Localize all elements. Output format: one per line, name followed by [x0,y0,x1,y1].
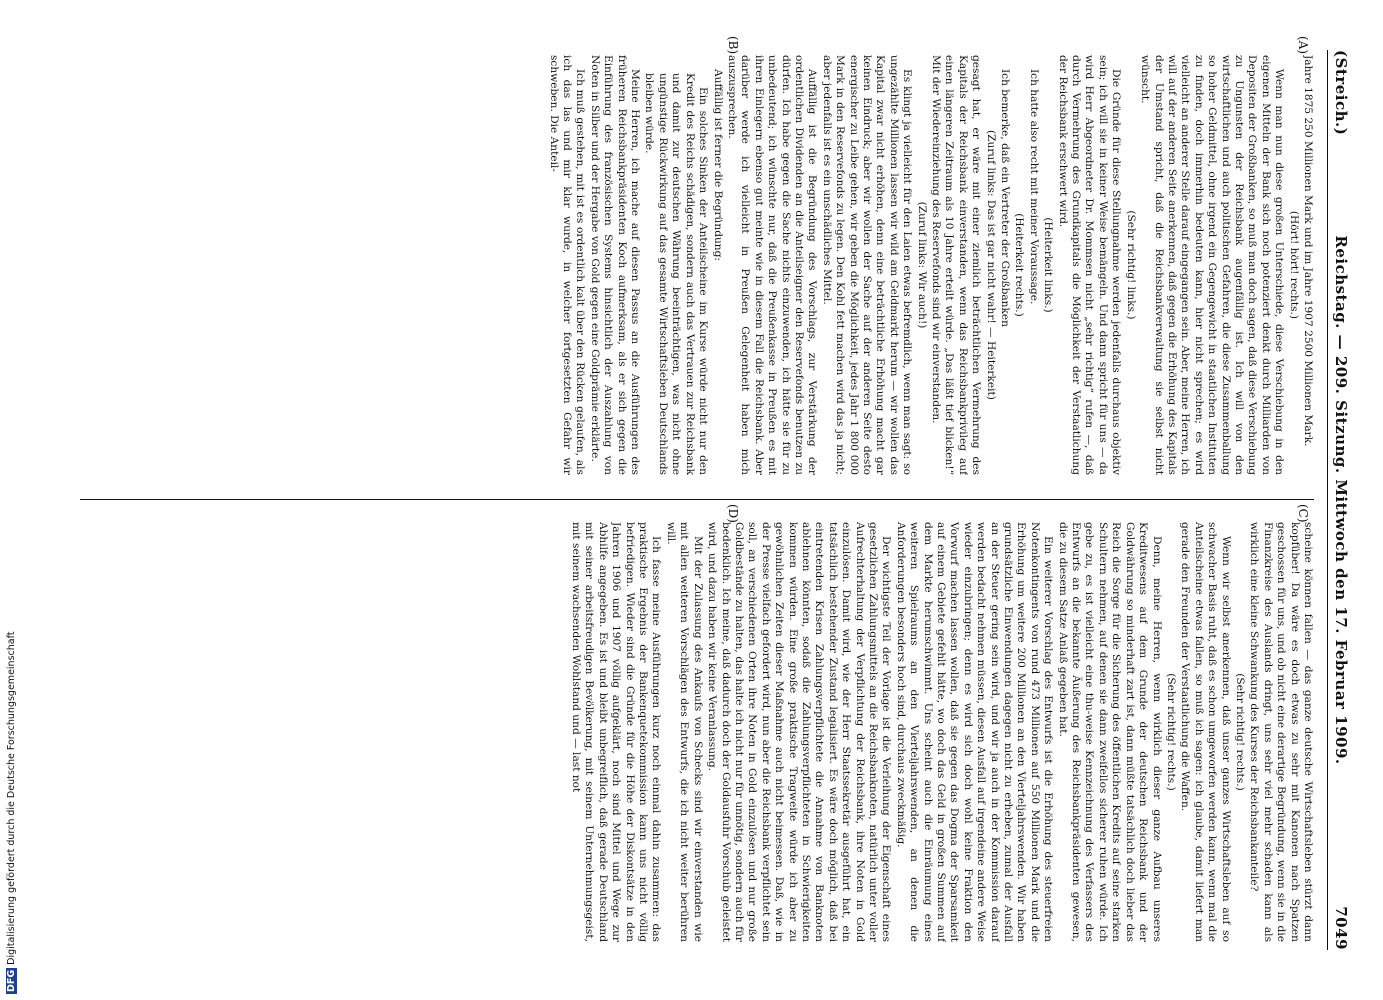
margin-marker-b: (B) [726,36,740,55]
paragraph: Jahre 1875 250 Millionen Mark und im Jahre 1907 2500 Millionen Mark. [1302,55,1314,447]
paragraph: Mit der Zulassung des Ankaufs von Schecks sind wir einverstanden wie mit allen weiteren Vorschlägen des Entwurfs, die ich nicht weiter berühren will. [664,522,704,942]
paragraph: Die Gründe für diese Stellungnahme werden jedenfalls durchaus objektiv sein; ich will sie in keiner Weise bemängeln. Und dann spricht für uns — da wird Herr Abgeordneter Dr. Mommsen nicht „sehr richtig“ rufen —, daß durch Vermehrung des Grundkapitals die Möglichkeit der Verstaatlichung der Reichsbank erschwert wird. [1056,55,1123,475]
paragraph: Denn, meine Herren, wenn wirklich dieser ganze Aufbau unseres Kreditwesens auf dem Grunde der deutschen Reichsbank und der Goldwährung so minderhaft zart ist, dann müßte tatsächlich doch lieber das Reich die Sorge für die Sicherung des öffentlichen Kredits auf seine starken Schultern nehmen, auf denen sie dann zweifellos sicherer ruhen würde. Ich gebe zu, es ist vielleicht eine thu-weise Kennzeichnung des Verfassers des Entwurfs an die bekannte Äußerung des Reichsbankpräsidenten gewesen, die zu diesem Satze Anlaß gegeben hat. [1056,522,1163,942]
interjection: (Zuruf links: Das ist gar nicht wahr! — Heiterkeit) [984,130,997,400]
paragraph: Auffällig ist ferner die Begründung: [711,69,724,261]
interjection: (Sehr richtig! links.) [1124,210,1137,320]
digitization-credit [4,610,18,995]
digitization-credit-text: Digitalisierung gefördert durch die Deutsche Forschungsgemeinschaft [6,631,17,965]
paragraph: Wenn wir selbst anerkennen, daß unser ganzes Wirtschaftsleben auf so schwacher Basis ruht, daß es schon umgeworfen werden kann, wenn mal die Anteilscheine etwas fallen, so muß ich sagen: ich glaube, damit liefert man gerade den Freunden der Verstaatlichung die Waffen. [1179,522,1232,942]
paragraph: Wenn man nun diese großen Unterschiede, diese Verschiebung in den eigenen Mitteln der Bank sich noch potenziert denkt durch Milliarden von Depositen der Großbanken, so muß man doch sagen, daß diese Verschiebung zu Ungunsten der Reichsbank augenfällig ist. Ich will von den wirtschaftlichen und auch politischen Gefahren, die diese Zusammenballung so hoher Geldmittel, ohne irgend ein Gegengewicht in staatlichen Instituten zu finden, doch immerhin bedeuten kann, hier nicht sprechen; es wird vielleicht an anderer Stelle darauf eingegangen sein. Aber, meine Herren, ich will auf der anderen Seite anerkennen, daß gegen die Erhöhung des Kapitals der Umstand spricht, daß die Reichsbankverwaltung sie selbst nicht wünscht. [1139,55,1286,475]
quotation: Ein solches Sinken der Anteilscheine im Kurse würde nicht nur den Kredit des Reichs schädigen, sondern auch das Vertrauen zur Reichsbank und damit zur deutschen Währung beeinträchtigen, was nicht ohne ungünstige Rückwirkung auf das gesamte Wirtschaftsleben Deutschlands bleiben würde. [643,73,710,475]
interjection: (Heiterkeit rechts.) [1013,213,1026,317]
paragraph: Ich bemerke, daß ein Vertreter der Großbanken [999,69,1012,328]
interjection: (Zuruf links: Wir auch!) [915,201,928,329]
paragraph: Es klingt ja vielleicht für den Laien etwas befremdlich, wenn man sagt: so ungezählte Millionen lassen wir wild am Geldmarkt herum — wir wollen das Kapital zwar nicht erhöhen, denn eine beträchtliche Erhöhung macht gar keinen Eindruck; aber wir wollen der Sache auf der anderen Seite desto energischer zu Leibe gehen, wir geben die Möglichkeit, jedes Jahr 1 800 000 Mark in den Reservefonds zu legen. Den Kohl fett machen wird das ja nicht; aber jedenfalls ist es ein unschädliches Mittel. [820,55,914,475]
page-number: 7049 [1332,906,1350,950]
margin-marker-c: (C) [1296,504,1310,523]
session-title: Reichstag. — 209. Sitzung. Mittwoch den 17. Februar 1909. [1332,235,1350,765]
paragraph: Ich hatte also recht mit meiner Voraussage. [1027,69,1040,305]
interjection: (Sehr richtig! rechts.) [1233,673,1246,791]
paragraph: scheine können fallen — das ganze deutsche Wirtschaftsleben stürzt dann kopfüber! Da wäre es doch etwas zu sehr mit Kanonen nach Spatzen geschossen für uns, und ob nicht eine derartige Begründung, wenn sie in die Finanzkreise des Auslands dringt, uns sehr viel mehr schaden kann als wirklich eine kleine Schwankung des Kurses der Reichsbankanteile? [1248,522,1314,942]
margin-marker-a: (A) [1296,36,1310,55]
paragraph: Ich muß gestehen, mit ist es ordentlich kalt über den Rücken gelaufen, als ich das las und mir klar wurde, in welcher fortgesetzten Gefahr wir schweben. Die Anteil- [547,55,587,475]
paragraph: Ich fasse meine Ausführungen kurz noch einmal dahin zusammen: das praktische Ergebnis der Bankenquetekommission kann uns nicht völlig befriedigen. Wieder sind die Gründe für die Höhe der Diskontsätze in den Jahren 1906 und 1907 völlig aufgeklärt, noch sind Mittel und Wege zur Abhilfe angegeben. Es ist und bleibt unbegreiflich, daß gerade Deutschland mit seiner arbeitsfreudigen Bevölkerung, mit seinem Unternehmungsgeist, mit seinem wachsenden Wohlstand und — last not [570,522,663,942]
text-column-left [80,55,1314,475]
interjection: (Hört! hört! rechts.) [1287,210,1300,320]
paragraph: Meine Herren, ich mache auf diesen Passus an die Ausführungen des früheren Reichsbankpräsidenten Koch aufmerksam, als er sich gegen die Einführung des französischen Systems hinsichtlich der Auszahlung von Noten in Silber und der Hergabe von Gold gegen eine Goldprämie erklärte. [588,55,642,475]
interjection: (Heiterkeit links.) [1042,217,1055,313]
column-divider [80,499,1314,500]
margin-marker-d: (D) [726,504,740,523]
document-page [60,30,1360,970]
paragraph: Ein weiterer Vorschlag des Entwurfs ist die Erhöhung des steuerfreien Notenkontingents von rund 473 Millionen auf 550 Millionen Mark und die Erhöhung um weitere 200 Millionen an den Vierteljahrswenden. Wir haben grundsätzliche Einwendungen dagegen nicht zu erheben, zumal der Ausfall an der Steuer gering sein wird, und wir ja auch in der Kommission darauf werden bedacht nehmen müssen, diesen Ausfall auf irgendeine andere Weise wieder einzubringen; denn es wird sich doch wohl keine Fraktion den Vorwurf machen lassen wollen, daß sie gegen das Dogma der Sparsamkeit auf einem Gebiete gefehlt hätte, wo doch das Geld in großen Summen auf dem Markte herumschwimmt. Uns scheint auch die Einräumung eines weiteren Spielraums an den Vierteljahrswenden, an denen die Anforderungen besonders hoch sind, durchaus zweckmäßig. [894,522,1055,942]
text-column-right [80,522,1314,942]
dfg-logo: DFG [6,969,17,992]
paragraph: Der wichtigste Teil der Vorlage ist die Verleihung der Eigenschaft eines gesetzlichen Zahlungsmittels an die Reichsbanknoten, natürlich unter voller Aufrechterhaltung der Verpflichtung der Reichsbank, ihre Noten in Gold einzulösen. Damit wird, wie der Herr Staatssekretär ausgeführt hat, ein tatsächlich bestehender Zustand legalisiert. Es wäre doch möglich, daß bei eintretenden Krisen Zahlungsverpflichtete die Annahme von Banknoten ablehnen könnten, sodaß die Zahlungsverpflichteten in Schwierigkeiten kommen würden. Eine große praktische Tragweite würde ich aber zu gewöhnlichen Zeiten dieser Maßnahme auch nicht beimessen. Daß, wie in der Presse vielfach gefordert wird, nun aber die Reichsbank verpflichtet sein soll, an verschiedenen Orten ihre Noten in Gold einzulösen und nur große Goldbestände zu halten, das halte ich nicht nur für unnötig, sondern auch für bedenklich. Ich meine, daß dadurch doch der Goldausfuhr Vorschub geleistet wird, und dazu haben wir keine Veranlassung. [706,522,893,942]
page-header [1327,50,1350,950]
interjection: (Sehr richtig! rechts.) [1164,673,1177,791]
paragraph: Auffällig ist die Begründung des Vorschlags, zur Verstärkung der ordentlichen Dividenden an die Anteilseigner den Reservefonds benutzen zu dürfen. Ich habe gegen die Sache nichts einzuwenden, ich hätte sie für zu unbedeutend; ich wünschte nur, daß die Preußenkasse in Preußen es mit ihren Einlegern ebenso gut meinte wie in diesem Fall die Reichsbank. Aber darüber werde ich vielleicht in Preußen Gelegenheit haben mich auszusprechen. [725,55,819,475]
speaker-name: (Streich.) [1332,50,1350,136]
paragraph: gesagt hat, er wäre mit einer ziemlich beträchtlichen Vermehrung des Kapitals der Reichsbank einverstanden, wenn das Reichsbankprivileg auf einen längeren Zeitraum als 10 Jahre erteilt würde. „Das läßt tief blicken!“ Mit der Wiedereinziehung des Reservefonds sind wir einverstanden. [930,55,983,475]
